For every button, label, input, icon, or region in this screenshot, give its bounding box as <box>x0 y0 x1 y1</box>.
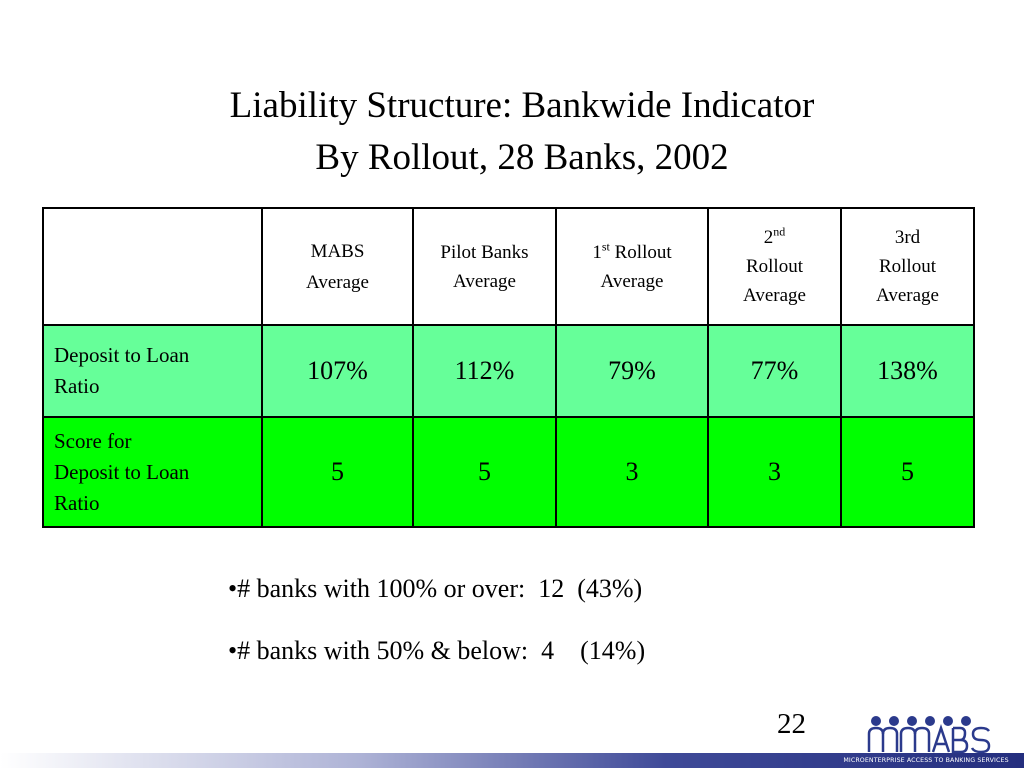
header-third-line1: 3rd <box>894 227 921 248</box>
header-mabs-average <box>262 208 413 325</box>
slide-title-line-2: By Rollout, 28 Banks, 2002 <box>315 137 729 178</box>
bullet-banks-100-or-over: •# banks with 100% or over: 12 (43%) <box>228 574 643 603</box>
header-second-line2: Rollout <box>745 256 803 277</box>
table-cell: 3 <box>708 417 841 527</box>
row-label-deposit-to-loan-ratio <box>43 325 262 417</box>
table-cell: 5 <box>841 417 974 527</box>
table-row-score <box>43 417 974 527</box>
header-first-rest: Rollout <box>609 241 672 263</box>
row2-label-line2: Deposit to Loan <box>54 459 190 484</box>
header-mabs-line1: MABS <box>310 240 365 262</box>
header-second-num: 2 <box>763 227 774 248</box>
mabs-logo <box>832 712 1024 756</box>
header-pilot-line2: Average <box>453 270 516 292</box>
header-first-line2: Average <box>600 270 664 292</box>
row2-label-line3: Ratio <box>54 490 100 515</box>
header-1st-rollout-average <box>556 208 708 325</box>
mabs-tagline: MICROENTERPRISE ACCESS TO BANKING SERVICES <box>843 757 1009 764</box>
header-first-sup: st <box>601 239 610 254</box>
header-second-sup: nd <box>773 224 786 239</box>
header-first-num: 1 <box>592 241 602 263</box>
slide-title-line-1: Liability Structure: Bankwide Indicator <box>229 85 815 126</box>
header-mabs-line2: Average <box>306 271 369 293</box>
ratio-table <box>42 207 975 528</box>
header-third-line3: Average <box>876 285 939 306</box>
header-third-line2: Rollout <box>878 256 936 277</box>
row1-label-line2: Ratio <box>54 374 100 398</box>
header-2nd-rollout-average <box>708 208 841 325</box>
bullet-banks-50-and-below: •# banks with 50% & below: 4 (14%) <box>228 636 646 665</box>
header-second-line3: Average <box>743 285 806 306</box>
header-pilot-line1: Pilot Banks <box>440 241 529 263</box>
header-corner-cell <box>43 208 262 325</box>
row-label-score <box>43 417 262 527</box>
table-cell: 79% <box>556 325 708 417</box>
table-row-deposit-to-loan-ratio <box>43 325 974 417</box>
table-cell: 112% <box>413 325 556 417</box>
table-header-row <box>43 208 974 325</box>
table-cell: 5 <box>262 417 413 527</box>
table-cell: 77% <box>708 325 841 417</box>
page-number: 22 <box>777 708 806 740</box>
header-3rd-rollout-average <box>841 208 974 325</box>
table-cell: 138% <box>841 325 974 417</box>
table-cell: 107% <box>262 325 413 417</box>
header-pilot-banks-average <box>413 208 556 325</box>
table-cell: 5 <box>413 417 556 527</box>
row1-label-line1: Deposit to Loan <box>54 343 190 367</box>
row2-label-line1: Score for <box>54 428 132 453</box>
table-cell: 3 <box>556 417 708 527</box>
mabs-logo-icon <box>832 712 1024 756</box>
